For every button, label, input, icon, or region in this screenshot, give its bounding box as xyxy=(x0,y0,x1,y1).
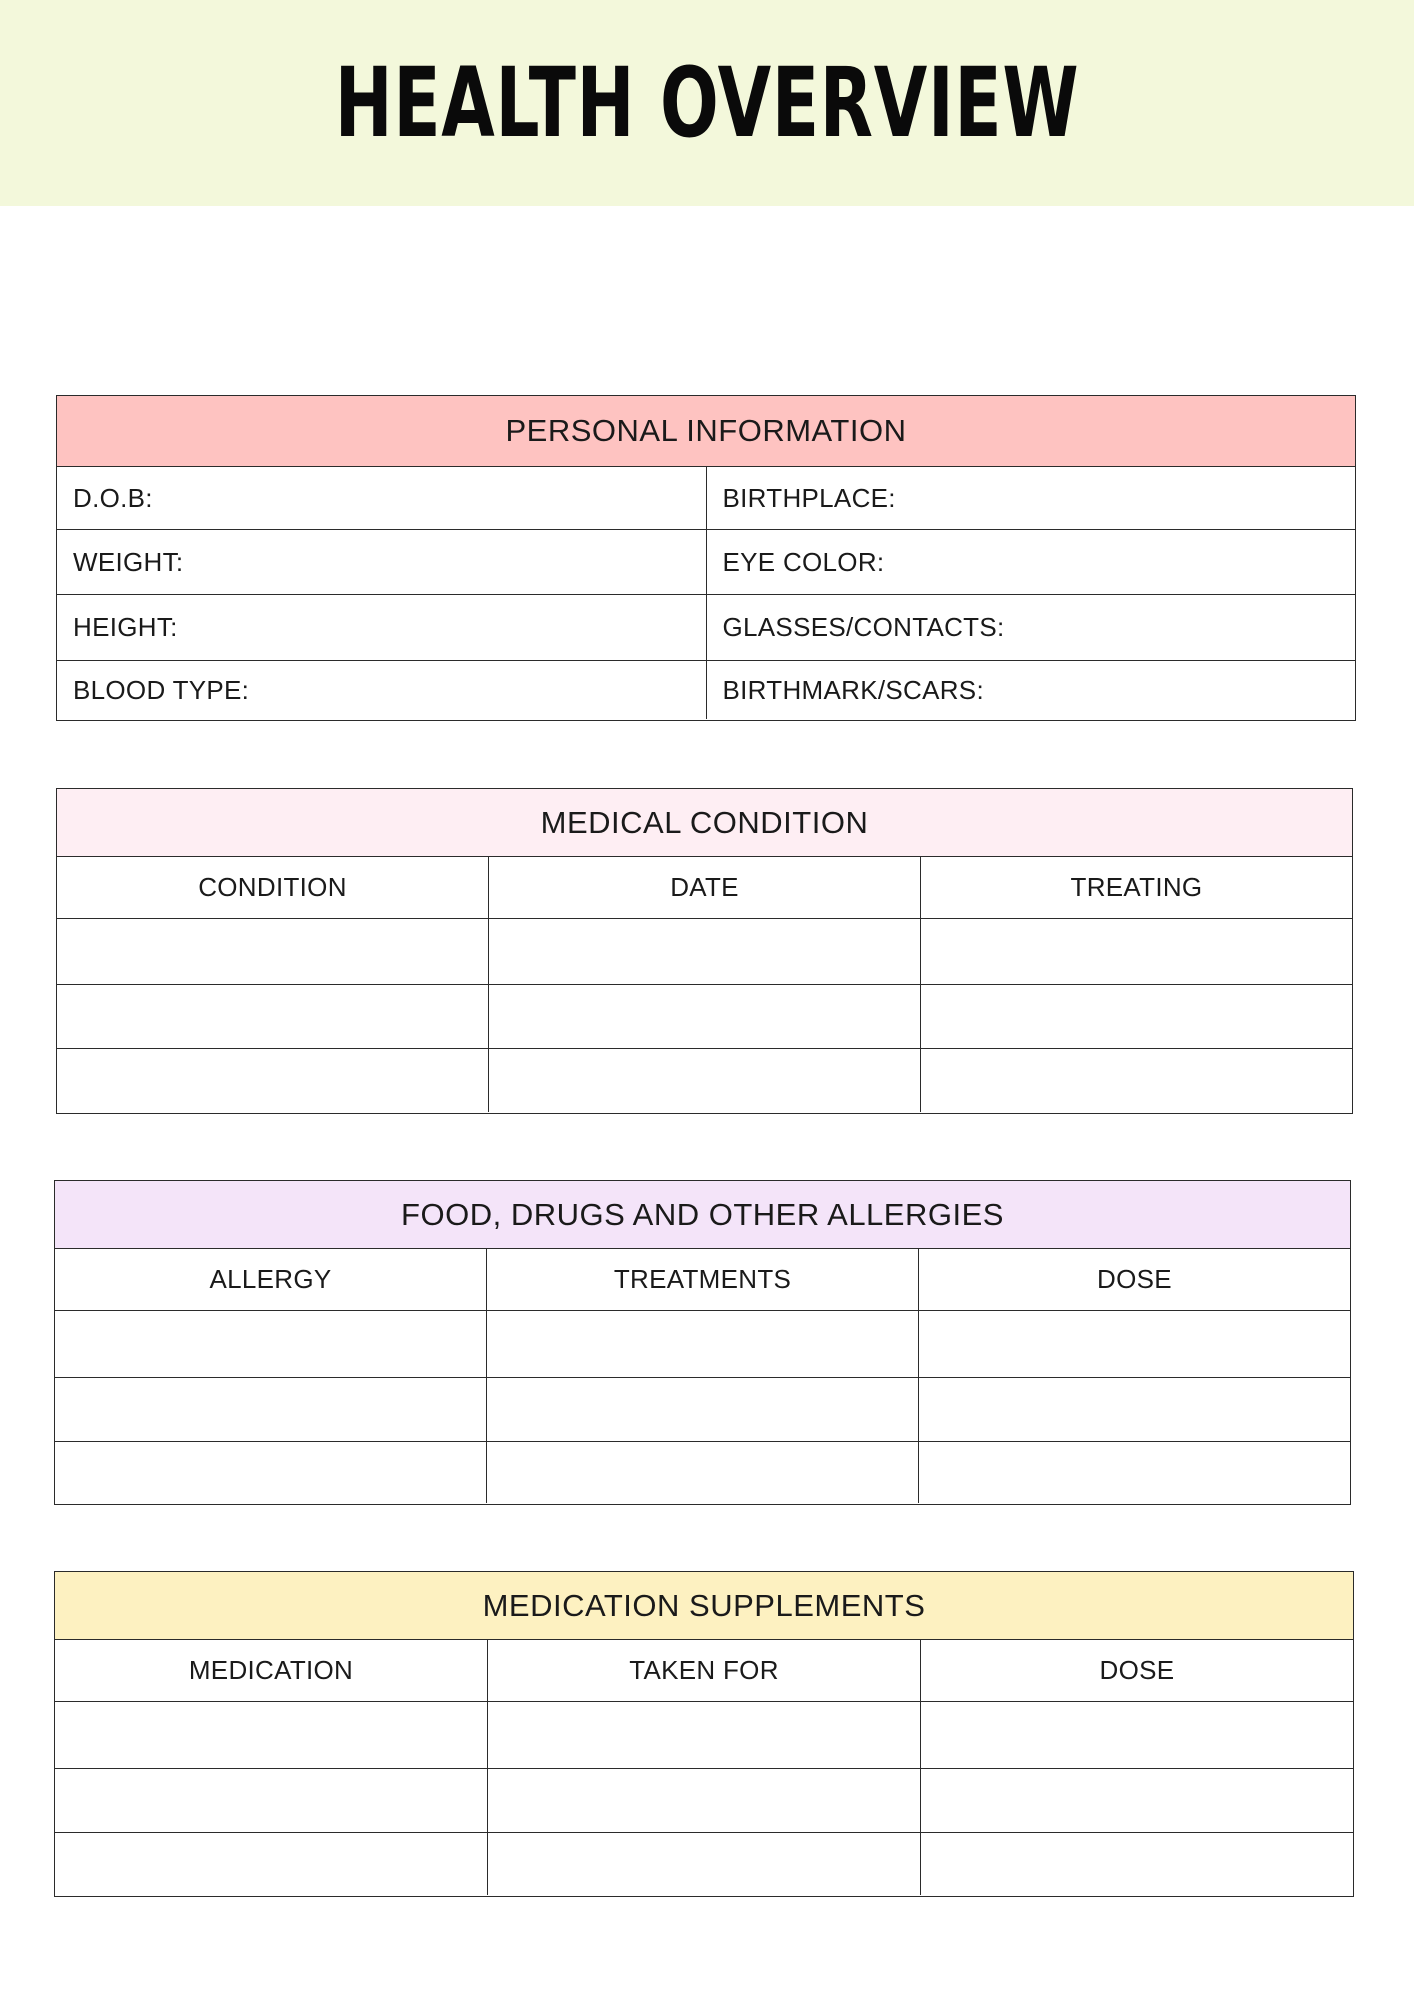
column-header-allergy: ALLERGY xyxy=(209,1264,332,1294)
eye-color-field[interactable]: EYE COLOR: xyxy=(706,530,1356,594)
table-row xyxy=(55,1702,1353,1769)
medical-header-row xyxy=(57,857,1352,919)
allergy-cell[interactable] xyxy=(55,1378,486,1441)
table-row xyxy=(55,1442,1350,1503)
dose-cell[interactable] xyxy=(918,1442,1350,1503)
medication-cell[interactable] xyxy=(55,1833,487,1895)
table-row xyxy=(55,1769,1353,1833)
dose-cell[interactable] xyxy=(920,1769,1353,1832)
treating-cell[interactable] xyxy=(920,1049,1352,1112)
birthmark-scars-field[interactable]: BIRTHMARK/SCARS: xyxy=(706,661,1356,719)
personal-row xyxy=(57,467,1355,530)
medication-section xyxy=(54,1571,1354,1897)
taken-for-cell[interactable] xyxy=(487,1702,920,1768)
weight-field[interactable]: WEIGHT: xyxy=(73,546,184,577)
treatments-cell[interactable] xyxy=(486,1311,918,1377)
dose-cell[interactable] xyxy=(918,1311,1350,1377)
column-header-treatments: TREATMENTS xyxy=(486,1249,918,1310)
table-row xyxy=(55,1378,1350,1442)
date-cell[interactable] xyxy=(488,985,920,1048)
personal-row xyxy=(57,661,1355,719)
glasses-contacts-field[interactable]: GLASSES/CONTACTS: xyxy=(706,595,1356,660)
treatments-cell[interactable] xyxy=(486,1378,918,1441)
table-row xyxy=(57,985,1352,1049)
title-banner xyxy=(0,0,1414,206)
table-row xyxy=(55,1311,1350,1378)
table-row xyxy=(57,1049,1352,1112)
personal-row xyxy=(57,595,1355,661)
column-header-condition: CONDITION xyxy=(198,872,347,902)
birthplace-field[interactable]: BIRTHPLACE: xyxy=(706,467,1356,529)
allergies-section xyxy=(54,1180,1351,1505)
medication-header-row xyxy=(55,1640,1353,1702)
allergy-cell[interactable] xyxy=(55,1311,486,1377)
medical-condition-section xyxy=(56,788,1353,1114)
table-row xyxy=(57,919,1352,985)
dose-cell[interactable] xyxy=(920,1833,1353,1895)
allergies-header-row xyxy=(55,1249,1350,1311)
personal-row xyxy=(57,530,1355,595)
medication-cell[interactable] xyxy=(55,1702,487,1768)
allergies-heading: FOOD, DRUGS AND OTHER ALLERGIES xyxy=(55,1181,1350,1249)
treatments-cell[interactable] xyxy=(486,1442,918,1503)
date-cell[interactable] xyxy=(488,1049,920,1112)
condition-cell[interactable] xyxy=(57,985,488,1048)
page-title: HEALTH OVERVIEW xyxy=(334,47,1080,159)
column-header-treating: TREATING xyxy=(920,857,1352,918)
column-header-dose: DOSE xyxy=(918,1249,1350,1310)
column-header-medication: MEDICATION xyxy=(188,1655,354,1685)
personal-information-heading: PERSONAL INFORMATION xyxy=(57,396,1355,467)
height-field[interactable]: HEIGHT: xyxy=(73,612,178,642)
date-cell[interactable] xyxy=(488,919,920,984)
treating-cell[interactable] xyxy=(920,985,1352,1048)
column-header-dose: DOSE xyxy=(920,1640,1353,1701)
dob-field[interactable]: D.O.B: xyxy=(73,482,153,513)
taken-for-cell[interactable] xyxy=(487,1769,920,1832)
treating-cell[interactable] xyxy=(920,919,1352,984)
column-header-taken-for: TAKEN FOR xyxy=(487,1640,920,1701)
dose-cell[interactable] xyxy=(920,1702,1353,1768)
medical-condition-heading: MEDICAL CONDITION xyxy=(57,789,1352,857)
blood-type-field[interactable]: BLOOD TYPE: xyxy=(73,674,250,705)
personal-information-section xyxy=(56,395,1356,721)
medication-heading: MEDICATION SUPPLEMENTS xyxy=(55,1572,1353,1640)
condition-cell[interactable] xyxy=(57,1049,488,1112)
table-row xyxy=(55,1833,1353,1895)
taken-for-cell[interactable] xyxy=(487,1833,920,1895)
column-header-date: DATE xyxy=(488,857,920,918)
condition-cell[interactable] xyxy=(57,919,488,984)
medication-cell[interactable] xyxy=(55,1769,487,1832)
dose-cell[interactable] xyxy=(918,1378,1350,1441)
allergy-cell[interactable] xyxy=(55,1442,486,1503)
